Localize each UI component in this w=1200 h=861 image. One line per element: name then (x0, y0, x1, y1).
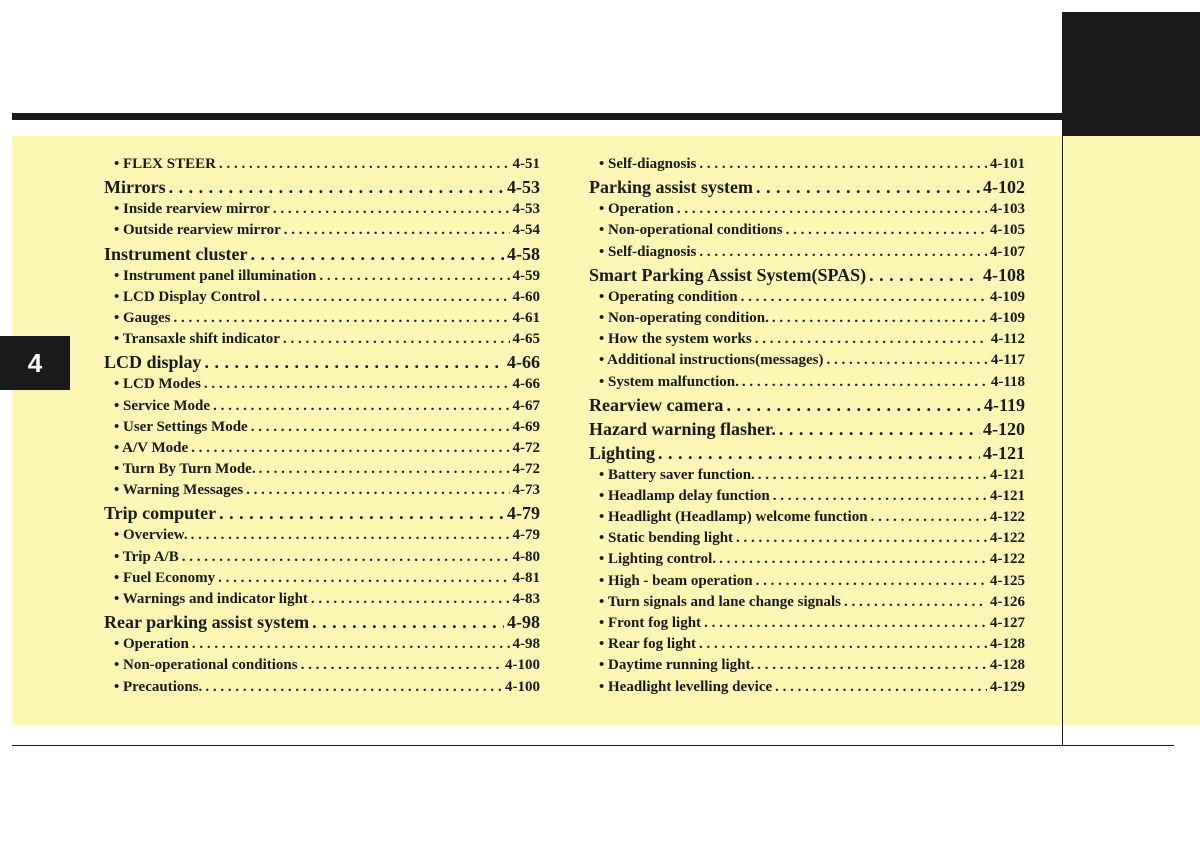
toc-subentry[interactable] (589, 613, 1025, 634)
toc-subentry[interactable] (589, 677, 1025, 698)
dot-leader (311, 589, 510, 610)
toc-subentry[interactable] (104, 396, 540, 417)
toc-column-right (589, 154, 1025, 698)
toc-entry-page: 4-126 (990, 593, 1025, 610)
top-rule (12, 113, 1062, 120)
toc-entry-label: • FLEX STEER (114, 156, 216, 172)
toc-entry-page: 4-102 (983, 177, 1025, 198)
toc-subentry[interactable] (104, 655, 540, 676)
toc-subentry[interactable] (104, 266, 540, 287)
toc-entry-page: 4-121 (990, 466, 1025, 483)
toc-entry-page: 4-54 (512, 222, 540, 239)
toc-entry-page: 4-101 (990, 156, 1025, 172)
dot-leader (191, 525, 510, 546)
toc-subentry[interactable] (104, 589, 540, 610)
toc-entry-page: 4-66 (512, 376, 540, 393)
toc-entry-page: 4-98 (512, 636, 540, 653)
toc-column-left (104, 154, 540, 698)
toc-subentry[interactable] (589, 350, 1025, 371)
toc-subentry[interactable] (104, 525, 540, 546)
dot-leader (246, 480, 509, 501)
dot-leader (719, 549, 987, 570)
toc-entry-page: 4-128 (990, 657, 1025, 674)
dot-leader (213, 396, 509, 417)
chapter-tab[interactable] (0, 336, 70, 390)
dot-leader (192, 634, 510, 655)
dot-leader (250, 242, 504, 266)
toc-subentry[interactable] (589, 592, 1025, 613)
dot-leader (301, 655, 502, 676)
dot-leader (757, 655, 987, 676)
toc-entry-label: LCD display (104, 352, 202, 373)
chapter-number: 4 (27, 347, 43, 378)
toc-entry-page: 4-67 (512, 397, 540, 414)
toc-subentry[interactable] (104, 480, 540, 501)
toc-entry-page: 4-60 (512, 288, 540, 305)
toc-entry-page: 4-128 (990, 636, 1025, 653)
dot-leader (786, 220, 987, 241)
dot-leader (259, 459, 510, 480)
toc-entry-label: • Self-diagnosis (599, 243, 697, 260)
toc-subentry[interactable] (589, 634, 1025, 655)
toc-entry-page: 4-103 (990, 201, 1025, 218)
toc-entry-label: • Operating condition (599, 288, 738, 305)
toc-entry-label: • Inside rearview mirror (114, 201, 270, 218)
dot-leader (169, 175, 504, 199)
toc-subentry[interactable] (589, 465, 1025, 486)
toc-section-entry[interactable] (104, 501, 540, 525)
dot-leader (219, 501, 504, 525)
toc-entry-label: • Daytime running light. (599, 657, 755, 674)
toc-entry-page: 4-122 (990, 530, 1025, 547)
toc-entry-label: Parking assist system (589, 177, 754, 198)
toc-subentry[interactable] (104, 287, 540, 308)
dot-leader (704, 613, 987, 634)
toc-subentry[interactable] (589, 549, 1025, 570)
toc-section-entry[interactable] (104, 610, 540, 634)
corner-block (1062, 12, 1200, 136)
toc-subentry[interactable] (104, 308, 540, 329)
toc-entry-label: • System malfunction. (599, 373, 739, 390)
dot-leader (871, 507, 987, 528)
toc-entry-page: 4-79 (507, 503, 540, 524)
toc-entry-label: • Fuel Economy (114, 569, 216, 586)
toc-subentry[interactable] (104, 329, 540, 350)
dot-leader (218, 568, 509, 589)
toc-subentry[interactable] (104, 459, 540, 480)
dot-leader (775, 677, 987, 698)
toc-entry-page: 4-105 (990, 222, 1025, 239)
toc-entry-page: 4-117 (990, 352, 1025, 369)
dot-leader (284, 220, 510, 241)
toc-entry-label: • Front fog light (599, 615, 702, 631)
toc-entry-page: 4-53 (512, 201, 540, 218)
toc-section-entry[interactable] (589, 441, 1025, 465)
toc-entry-page: 4-125 (990, 572, 1025, 589)
toc-subentry[interactable] (589, 528, 1025, 549)
toc-entry-label: Lighting (589, 442, 656, 463)
toc-entry-page: 4-73 (512, 482, 540, 499)
toc-subentry[interactable] (589, 199, 1025, 220)
toc-subentry[interactable] (589, 486, 1025, 507)
toc-entry-label: • Static bending light (599, 530, 734, 547)
dot-leader (699, 634, 987, 655)
toc-entry-label: • LCD Display Control (114, 288, 261, 305)
toc-section-entry[interactable] (104, 350, 540, 374)
toc-entry-label: • A/V Mode (114, 439, 189, 456)
dot-leader (182, 547, 510, 568)
toc-entry-page: 4-121 (983, 442, 1025, 463)
dot-leader (251, 417, 510, 438)
toc-entry-label: • Service Mode (114, 397, 211, 414)
dot-leader (755, 329, 988, 350)
toc-entry-label: • Transaxle shift indicator (114, 331, 280, 348)
dot-leader (756, 571, 987, 592)
toc-entry-page: 4-61 (512, 309, 540, 326)
toc-entry-page: 4-127 (990, 615, 1025, 631)
toc-entry-page: 4-129 (990, 678, 1025, 695)
dot-leader (205, 350, 504, 374)
toc-subentry[interactable] (589, 242, 1025, 263)
toc-subentry[interactable] (104, 199, 540, 220)
toc-entry-page: 4-59 (512, 267, 540, 284)
dot-leader (772, 308, 987, 329)
toc-entry-label: Rearview camera (589, 394, 724, 415)
toc-entry-label: • Lighting control. (599, 551, 717, 568)
toc-entry-label: • Overview. (114, 527, 188, 544)
toc-entry-page: 4-122 (990, 509, 1025, 526)
toc-entry-label: • Non-operational conditions (114, 657, 298, 674)
toc-entry-label: • Outside rearview mirror (114, 222, 281, 239)
dot-leader (273, 199, 510, 220)
toc-subentry[interactable] (104, 547, 540, 568)
toc-subentry[interactable] (104, 220, 540, 241)
toc-entry-label: • Battery saver function. (599, 466, 755, 483)
dot-leader (219, 154, 510, 175)
toc-entry-label: Smart Parking Assist System(SPAS) (589, 264, 867, 285)
toc-entry-label: • Non-operating condition. (599, 309, 769, 326)
toc-entry-page: 4-53 (507, 177, 540, 198)
dot-leader (699, 154, 987, 175)
dot-leader (756, 175, 980, 199)
toc-subentry[interactable] (589, 372, 1025, 393)
toc-entry-label: • How the system works (599, 331, 752, 348)
toc-subentry[interactable] (104, 677, 540, 698)
toc-entry-label: • Turn signals and lane change signals (599, 593, 842, 610)
toc-entry-page: 4-51 (512, 156, 540, 172)
toc-entry-label: • Headlight (Headlamp) welcome function (599, 509, 868, 526)
toc-subentry[interactable] (589, 507, 1025, 528)
dot-leader (205, 677, 502, 698)
toc-entry-label: • Non-operational conditions (599, 222, 783, 239)
toc-section-entry[interactable] (589, 263, 1025, 287)
toc-entry-label: • Precautions. (114, 678, 203, 695)
toc-entry-label: Rear parking assist system (104, 612, 310, 633)
toc-entry-page: 4-120 (983, 418, 1025, 439)
toc-entry-label: • Rear fog light (599, 636, 697, 653)
toc-entry-label: • Operation (114, 636, 189, 653)
toc-subentry[interactable] (104, 438, 540, 459)
toc-entry-label: • Trip A/B (114, 548, 179, 565)
toc-section-entry[interactable] (589, 417, 1025, 441)
toc-entry-page: 4-66 (507, 352, 540, 373)
toc-entry-page: 4-109 (990, 288, 1025, 305)
toc-entry-page: 4-122 (990, 551, 1025, 568)
dot-leader (773, 486, 987, 507)
toc-section-entry[interactable] (589, 393, 1025, 417)
dot-leader (319, 266, 509, 287)
dot-leader (726, 393, 981, 417)
toc-section-entry[interactable] (589, 175, 1025, 199)
toc-entry-page: 4-98 (507, 612, 540, 633)
dot-leader (779, 417, 980, 441)
toc-subentry[interactable] (104, 634, 540, 655)
toc-entry-page: 4-118 (990, 373, 1025, 390)
dot-leader (742, 372, 988, 393)
toc-entry-label: • Headlight levelling device (599, 678, 773, 695)
toc-subentry[interactable] (104, 568, 540, 589)
toc-entry-page: 4-121 (990, 487, 1025, 504)
toc-entry-page: 4-119 (983, 394, 1025, 415)
dot-leader (191, 438, 509, 459)
toc-entry-page: 4-107 (990, 243, 1025, 260)
toc-entry-page: 4-108 (983, 264, 1025, 285)
toc-entry-label: • Warning Messages (114, 482, 244, 499)
toc-subentry[interactable] (589, 287, 1025, 308)
vertical-rule (1062, 136, 1063, 746)
dot-leader (826, 350, 987, 371)
toc-entry-page: 4-100 (505, 657, 540, 674)
toc-entry-label: • Gauges (114, 309, 171, 326)
dot-leader (312, 610, 504, 634)
toc-entry-page: 4-79 (512, 527, 540, 544)
toc-section-entry[interactable] (104, 175, 540, 199)
dot-leader (758, 465, 987, 486)
dot-leader (174, 308, 510, 329)
toc-subentry[interactable] (104, 417, 540, 438)
dot-leader (736, 528, 987, 549)
toc-subentry[interactable] (589, 571, 1025, 592)
dot-leader (677, 199, 987, 220)
toc-entry-label: Mirrors (104, 177, 166, 198)
dot-leader (263, 287, 509, 308)
dot-leader (658, 441, 980, 465)
toc-entry-label: Hazard warning flasher. (589, 418, 776, 439)
toc-entry-page: 4-72 (512, 461, 540, 478)
toc-entry-page: 4-109 (990, 309, 1025, 326)
dot-leader (741, 287, 987, 308)
dot-leader (283, 329, 510, 350)
toc-entry-label: • User Settings Mode (114, 418, 248, 435)
toc-entry-label: • Instrument panel illumination (114, 267, 317, 284)
toc-entry-label: • Additional instructions(messages) (599, 352, 824, 369)
toc-entry-page: 4-100 (505, 678, 540, 695)
toc-entry-label: • LCD Modes (114, 376, 201, 393)
toc-entry-label: Trip computer (104, 503, 217, 524)
toc-entry-label: • High - beam operation (599, 572, 753, 589)
toc-subentry[interactable] (589, 220, 1025, 241)
dot-leader (844, 592, 987, 613)
dot-leader (699, 242, 987, 263)
toc-entry-page: 4-65 (512, 331, 540, 348)
toc-subentry[interactable] (589, 154, 1025, 175)
toc-entry-page: 4-112 (990, 331, 1025, 348)
toc-entry-page: 4-72 (512, 439, 540, 456)
toc-entry-label: • Operation (599, 201, 674, 218)
toc-entry-label: • Headlamp delay function (599, 487, 770, 504)
toc-entry-label: • Self-diagnosis (599, 156, 697, 172)
toc-entry-page: 4-81 (512, 569, 540, 586)
dot-leader (204, 374, 510, 395)
toc-subentry[interactable] (589, 308, 1025, 329)
bottom-rule (12, 745, 1174, 746)
toc-entry-page: 4-80 (512, 548, 540, 565)
toc-subentry[interactable] (104, 154, 540, 175)
toc-subentry[interactable] (104, 374, 540, 395)
toc-entry-page: 4-69 (512, 418, 540, 435)
toc-entry-page: 4-83 (512, 591, 540, 607)
toc-subentry[interactable] (589, 655, 1025, 676)
margin-strip (1064, 136, 1200, 725)
toc-entry-label: Instrument cluster (104, 243, 248, 264)
toc-subentry[interactable] (589, 329, 1025, 350)
toc-section-entry[interactable] (104, 242, 540, 266)
dot-leader (869, 263, 980, 287)
toc-entry-label: • Warnings and indicator light (114, 591, 308, 607)
toc-entry-label: • Turn By Turn Mode. (114, 461, 256, 478)
toc-entry-page: 4-58 (507, 243, 540, 264)
